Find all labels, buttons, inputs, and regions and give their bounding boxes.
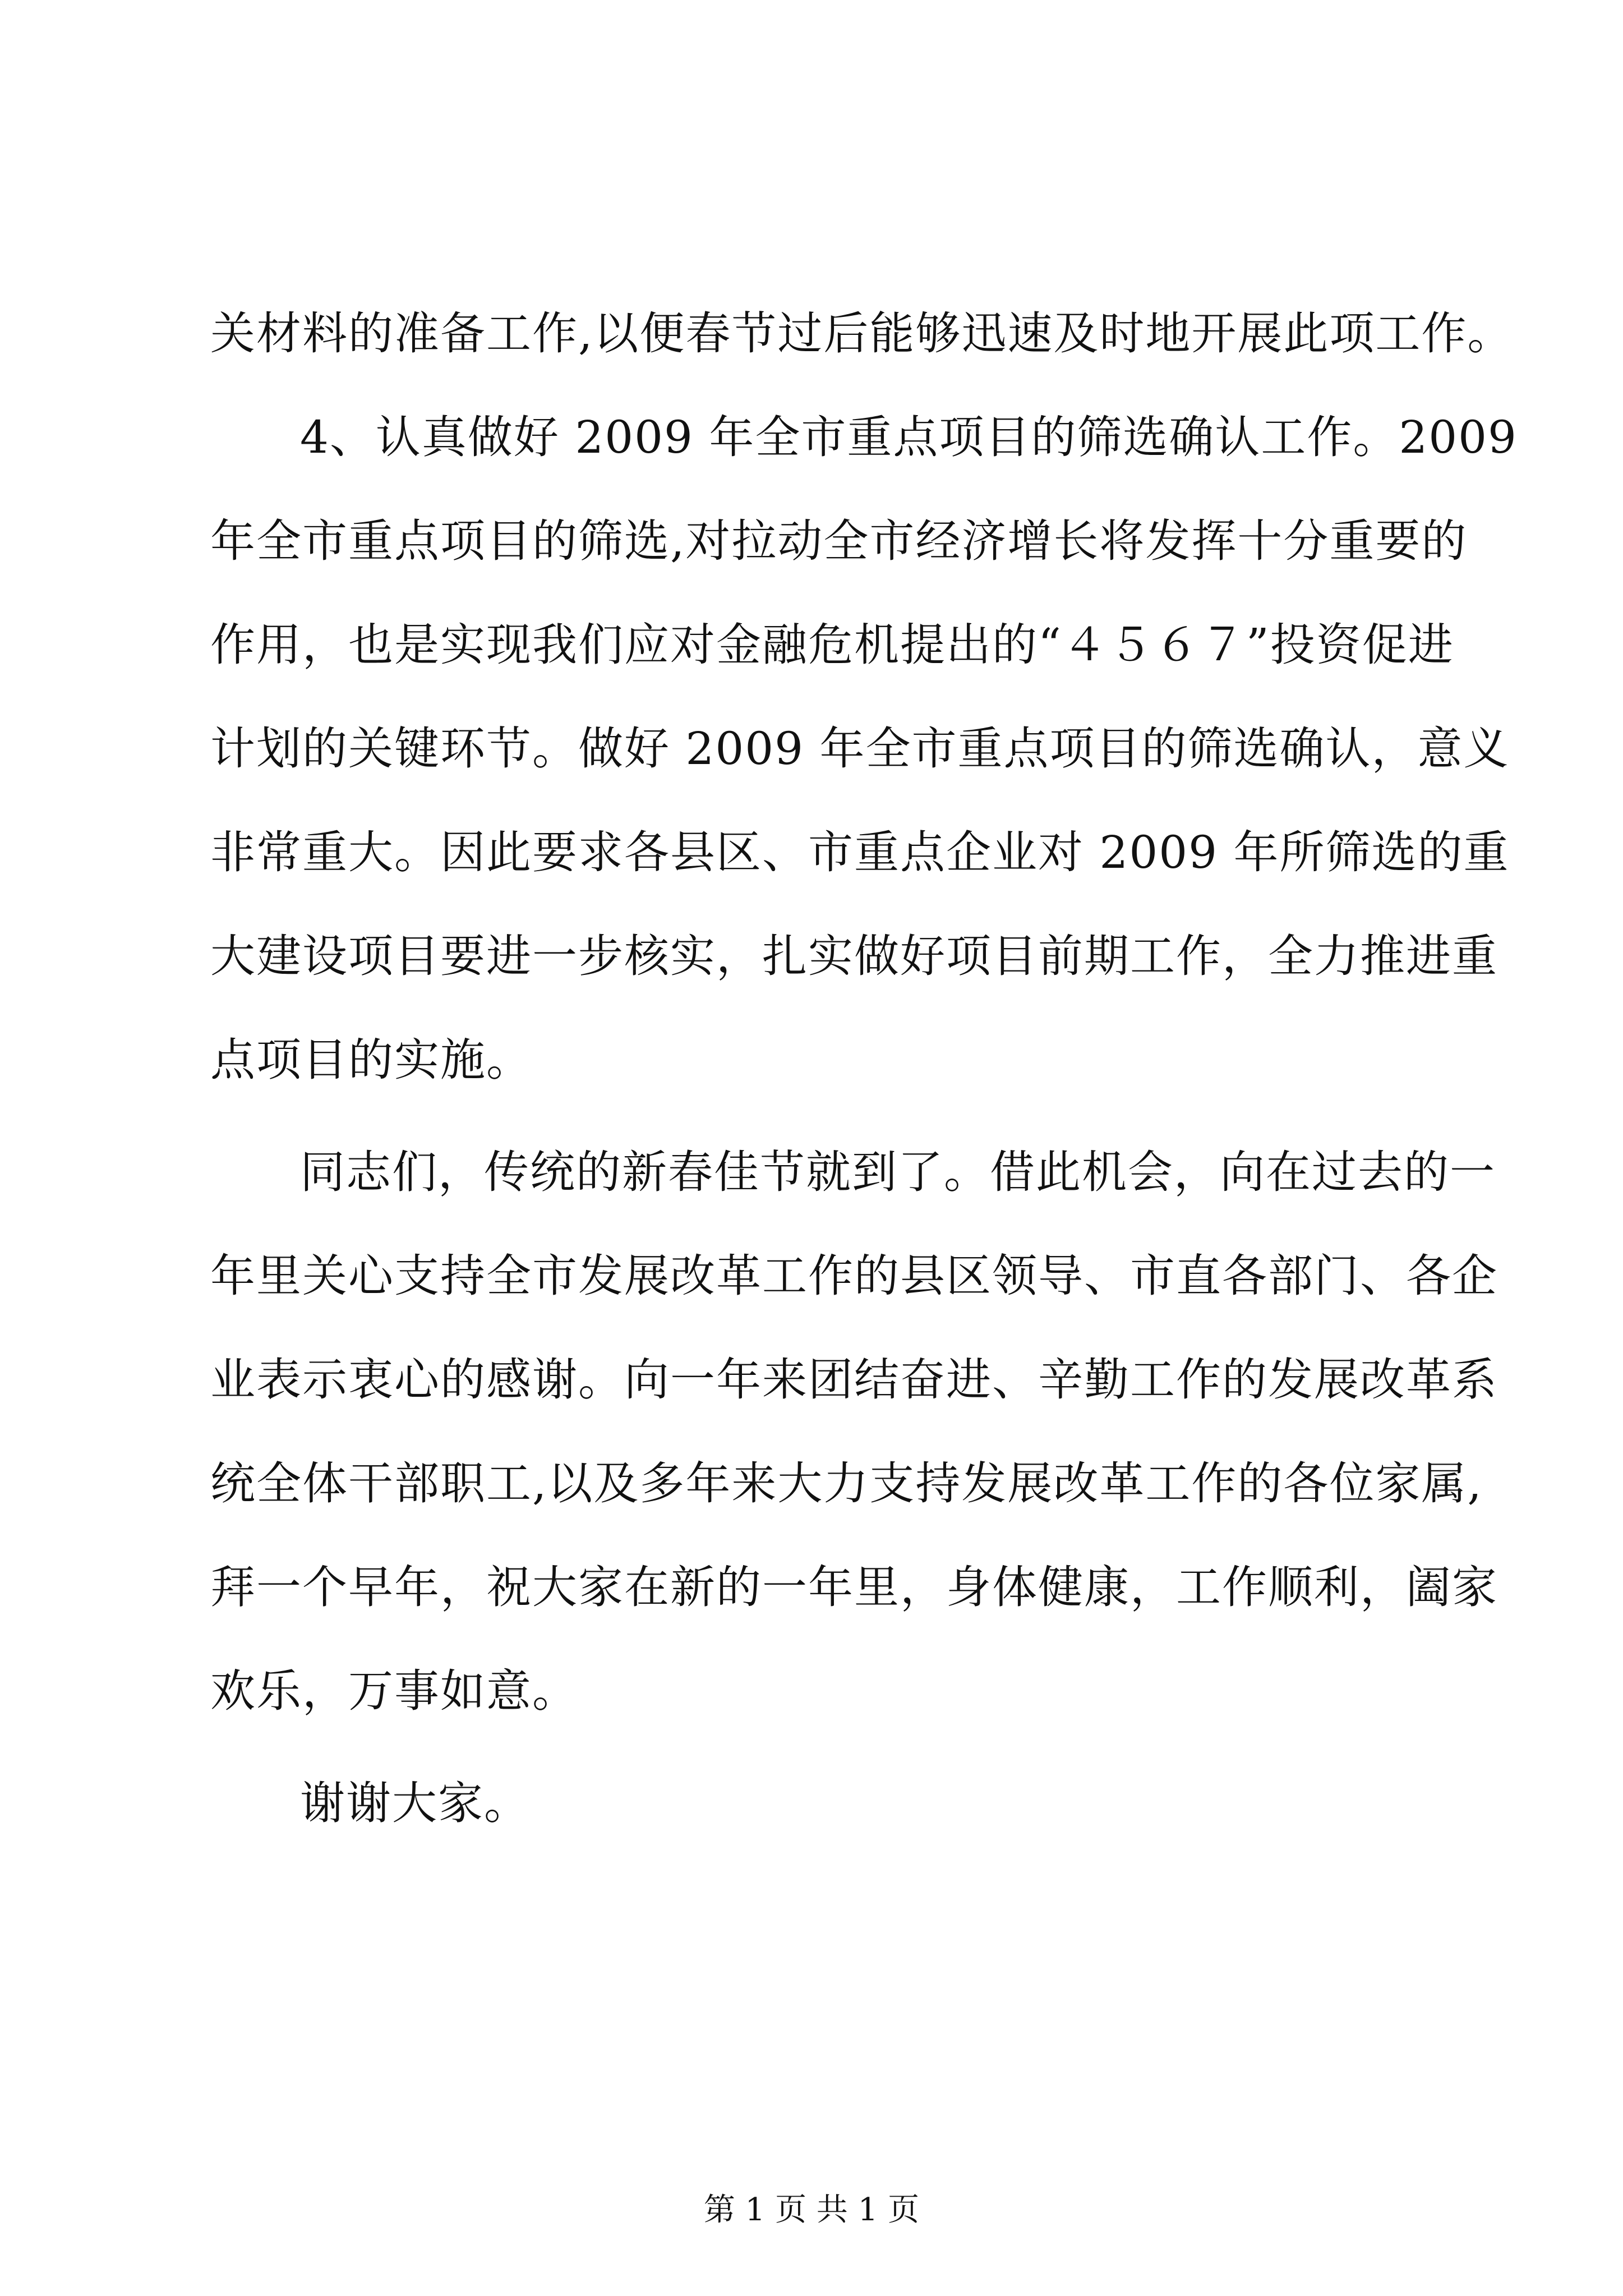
text-line: 拜一个早年，祝大家在新的一年里，身体健康，工作顺利，阖家 [210, 1561, 1498, 1613]
text-line: 业表示衷心的感谢。向一年来团结奋进、辛勤工作的发展改革系 [210, 1354, 1498, 1406]
text-line: 作用，也是实现我们应对金融危机提出的“４５６７”投资促进 [210, 619, 1454, 671]
page-number-footer: 第 1 页 共 1 页 [703, 2192, 920, 2228]
text-line: 点项目的实施。 [210, 1034, 532, 1086]
text-line: 关材料的准备工作,以便春节过后能够迅速及时地开展此项工作。 [210, 307, 1514, 360]
text-line: 大建设项目要进一步核实，扎实做好项目前期工作，全力推进重 [210, 930, 1498, 982]
paragraph-greeting-start: 同志们，传统的新春佳节就到了。借此机会，向在过去的一 [300, 1146, 1496, 1198]
text-line: 年全市重点项目的筛选,对拉动全市经济增长将发挥十分重要的 [210, 515, 1468, 567]
paragraph-item-4-start: 4、认真做好 2009 年全市重点项目的筛选确认工作。2009 [300, 411, 1518, 463]
text-line: 计划的关键环节。做好 2009 年全市重点项目的筛选确认，意义 [210, 723, 1510, 775]
text-line: 非常重大。因此要求各县区、市重点企业对 2009 年所筛选的重 [210, 826, 1510, 878]
text-line: 统全体干部职工,以及多年来大力支持发展改革工作的各位家属, [210, 1457, 1483, 1510]
text-line: 欢乐，万事如意。 [210, 1665, 578, 1717]
closing-thanks: 谢谢大家。 [300, 1777, 530, 1829]
text-line: 年里关心支持全市发展改革工作的县区领导、市直各部门、各企 [210, 1250, 1498, 1302]
